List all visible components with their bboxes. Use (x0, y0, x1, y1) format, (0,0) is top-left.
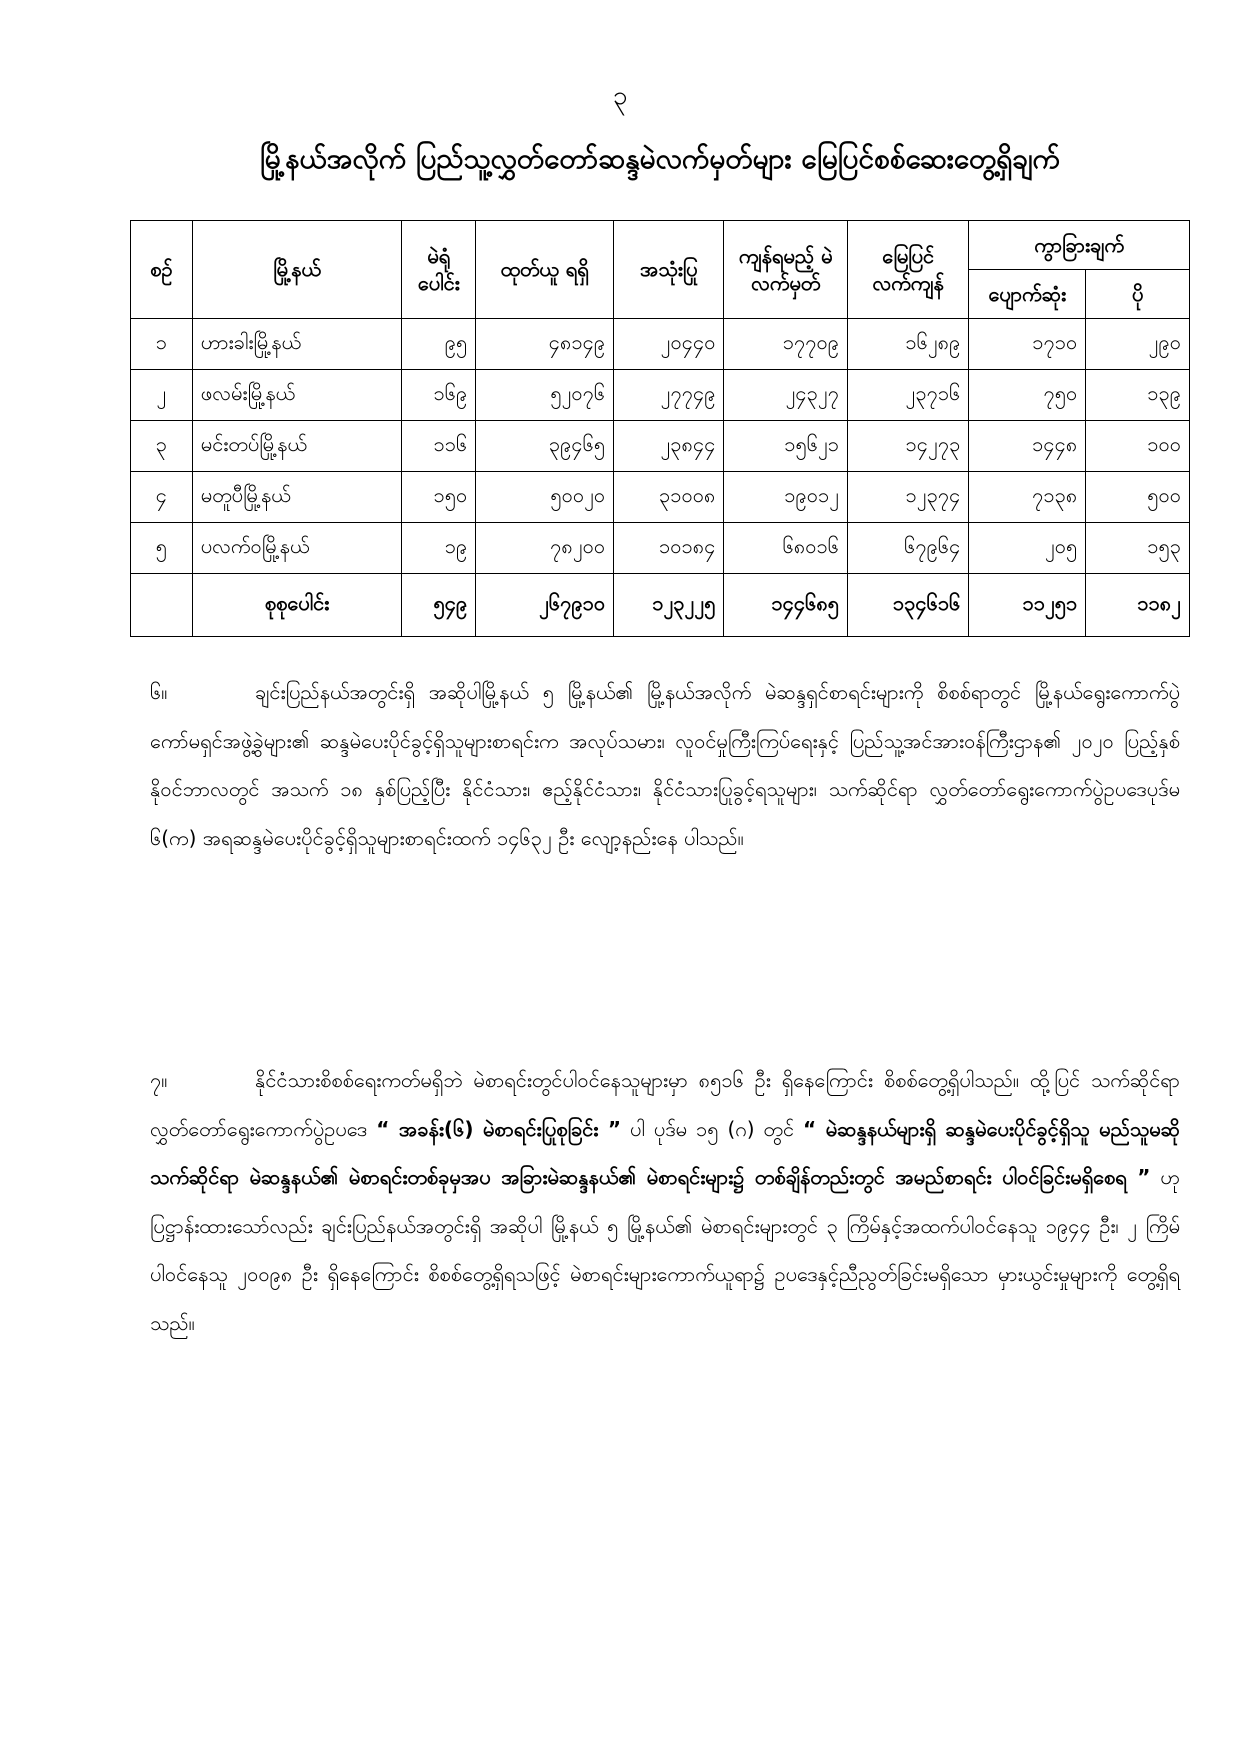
table-total-row (131, 574, 1190, 637)
cell-remaining: ၁၉၀၁၂ (724, 472, 848, 523)
cell-township: ဟားခါးမြို့နယ် (192, 319, 402, 370)
total-missing: ၁၁၂၅၁ (969, 574, 1086, 637)
cell-used: ၃၁၀၀၈ (614, 472, 724, 523)
cell-index-empty (131, 574, 193, 637)
cell-used: ၂၃၈၄၄ (614, 421, 724, 472)
cell-stations: ၁၉ (402, 523, 476, 574)
cell-township: ပလက်ဝမြို့နယ် (192, 523, 402, 574)
cell-field-remaining: ၁၆၂၈၉ (848, 319, 969, 370)
cell-excess: ၁၃၉ (1086, 370, 1190, 421)
cell-excess: ၅၀၀ (1086, 472, 1190, 523)
cell-index: ၁ (131, 319, 193, 370)
paragraph-7-text-b: ပါ ပုဒ်မ ၁၅ (ဂ) တွင် (630, 1116, 795, 1141)
cell-township: မင်းတပ်မြို့နယ် (192, 421, 402, 472)
header-excess: ပို (1086, 270, 1190, 319)
paragraph-6-text: ချင်းပြည်နယ်အတွင်းရှိ အဆိုပါမြို့နယ် ၅ မြို့နယ်၏ မြို့နယ်အလိုက် မဲဆန္ဒရှင်စာရင်းများကို စိစစ်ရာတွင် မြို့နယ်ရွေးကောက်ပွဲကော်မရှင်အဖွဲ့ခွဲများ၏ ဆန္ဒမဲပေးပိုင်ခွင့်ရှိသူများစာရင်းက အလုပ်သမား၊ လူဝင်မှုကြီးကြပ်ရေးနှင့် ပြည်သူ့အင်အားဝန်ကြီးဌာန၏ ၂၀၂၀ ပြည့်နှစ် နိုဝင်ဘာလတွင် အသက် ၁၈ နှစ်ပြည့်ပြီး နိုင်ငံသား၊ ဧည့်နိုင်ငံသား၊ နိုင်ငံသားပြုခွင့်ရသူများ၊ သက်ဆိုင်ရာ လွှတ်တော်ရွေးကောက်ပွဲဥပဒေပုဒ်မ ၆(က) အရဆန္ဒမဲပေးပိုင်ခွင့်ရှိသူများစာရင်းထက် ၁၄၆၃၂ ဦး လျော့နည်းနေ ပါသည်။ (150, 680, 1180, 850)
paragraph-6 (150, 668, 1180, 862)
cell-stations: ၁၆၉ (402, 370, 476, 421)
cell-remaining: ၆၈၀၁၆ (724, 523, 848, 574)
cell-missing: ၁၇၁၀ (969, 319, 1086, 370)
cell-stations: ၁၁၆ (402, 421, 476, 472)
cell-excess: ၁၀၀ (1086, 421, 1190, 472)
paragraph-7-text-c: ဟု ပြဋ္ဌာန်းထားသော်လည်း ချင်းပြည်နယ်အတွင်းရှိ အဆိုပါ မြို့နယ် ၅ မြို့နယ်၏ မဲစာရင်းများတွင် ၃ ကြိမ်နှင့်အထက်ပါဝင်နေသူ ၁၉၄၄ ဦး၊ ၂ ကြိမ်ပါဝင်နေသူ ၂၀၀၉၈ ဦး ရှိနေကြောင်း စိစစ်တွေ့ရှိရသဖြင့် မဲစာရင်းများကောက်ယူရာ၌ ဥပဒေနှင့်ညီညွတ်ခြင်းမရှိသော မှားယွင်းမှုများကို တွေ့ရှိရသည်။ (150, 1165, 1180, 1335)
cell-field-remaining: ၂၃၇၁၆ (848, 370, 969, 421)
paragraph-6-number: ၆။ (150, 680, 168, 704)
document-title: မြို့နယ်အလိုက် ပြည်သူ့လွှတ်တော်ဆန္ဒမဲလက်မှတ်များ မြေပြင်စစ်ဆေးတွေ့ရှိချက် (260, 142, 1060, 175)
ballot-summary-table (130, 220, 1190, 637)
cell-missing: ၇၁၃၈ (969, 472, 1086, 523)
paragraph-7-text-a: နိုင်ငံသားစိစစ်ရေးကတ်မရှိဘဲ မဲစာရင်းတွင်ပါဝင်နေသူများမှာ ၈၅၁၆ ဦး ရှိနေကြောင်း စိစစ်တွေ့ရှိပါသည်။ ထို့ပြင် သက်ဆိုင်ရာ လွှတ်တော်ရွေးကောက်ပွဲဥပဒေ (150, 1068, 1180, 1141)
cell-index: ၂ (131, 370, 193, 421)
cell-index: ၄ (131, 472, 193, 523)
cell-township: မတူပီမြို့နယ် (192, 472, 402, 523)
cell-excess: ၁၅၃ (1086, 523, 1190, 574)
header-field-remaining: မြေပြင် လက်ကျန် (848, 221, 969, 319)
paragraph-7-quote-chapter: “ အခန်း(၆) မဲစာရင်းပြုစုခြင်း ” (376, 1116, 622, 1141)
cell-field-remaining: ၆၇၉၆၄ (848, 523, 969, 574)
cell-index: ၅ (131, 523, 193, 574)
table-row (131, 421, 1190, 472)
cell-field-remaining: ၁၄၂၇၃ (848, 421, 969, 472)
paragraph-7-quote-law: “ မဲဆန္ဒနယ်များရှိ ဆန္ဒမဲပေးပိုင်ခွင့်ရှိသူ မည်သူမဆို သက်ဆိုင်ရာ မဲဆန္ဒနယ်၏ မဲစာရင်းတစ်ခုမှအပ အခြားမဲဆန္ဒနယ်၏ မဲစာရင်းများ၌ တစ်ချိန်တည်းတွင် အမည်စာရင်း ပါဝင်ခြင်းမရှိစေရ ” (150, 1116, 1181, 1189)
cell-issued: ၇၈၂၀၀ (476, 523, 614, 574)
cell-stations: ၁၅၀ (402, 472, 476, 523)
total-issued: ၂၆၇၉၁၀ (476, 574, 614, 637)
paragraph-7-number: ၇။ (150, 1068, 168, 1092)
header-used: အသုံးပြု (614, 221, 724, 319)
cell-issued: ၄၈၁၄၉ (476, 319, 614, 370)
header-difference: ကွာခြားချက် (969, 221, 1190, 270)
cell-township: ဖလမ်းမြို့နယ် (192, 370, 402, 421)
table-row (131, 370, 1190, 421)
cell-stations: ၉၅ (402, 319, 476, 370)
total-field-remaining: ၁၃၄၆၁၆ (848, 574, 969, 637)
header-issued: ထုတ်ယူ ရရှိ (476, 221, 614, 319)
total-stations: ၅၄၉ (402, 574, 476, 637)
cell-field-remaining: ၁၂၃၇၄ (848, 472, 969, 523)
cell-remaining: ၁၇၇၀၉ (724, 319, 848, 370)
cell-missing: ၂၀၅ (969, 523, 1086, 574)
header-remaining: ကျန်ရမည့် မဲလက်မှတ် (724, 221, 848, 319)
cell-remaining: ၂၄၃၂၇ (724, 370, 848, 421)
total-used: ၁၂၃၂၂၅ (614, 574, 724, 637)
total-remaining: ၁၄၄၆၈၅ (724, 574, 848, 637)
cell-remaining: ၁၅၆၂၁ (724, 421, 848, 472)
paragraph-7 (150, 1056, 1180, 1347)
header-index: စဉ် (131, 221, 193, 319)
cell-excess: ၂၉၀ (1086, 319, 1190, 370)
table-row (131, 472, 1190, 523)
cell-used: ၁၀၁၈၄ (614, 523, 724, 574)
cell-used: ၂၀၄၄၀ (614, 319, 724, 370)
total-excess: ၁၁၈၂ (1086, 574, 1190, 637)
total-label: စုစုပေါင်း (192, 574, 402, 637)
cell-issued: ၅၀၀၂၀ (476, 472, 614, 523)
header-stations: မဲရုံ ပေါင်း (402, 221, 476, 319)
page-number: ၃ (612, 81, 628, 111)
table-row (131, 523, 1190, 574)
table-row (131, 319, 1190, 370)
cell-issued: ၅၂၀၇၆ (476, 370, 614, 421)
table-header-row (131, 221, 1190, 270)
cell-index: ၃ (131, 421, 193, 472)
cell-issued: ၃၉၄၆၅ (476, 421, 614, 472)
cell-used: ၂၇၇၄၉ (614, 370, 724, 421)
header-missing: ပျောက်ဆုံး (969, 270, 1086, 319)
cell-missing: ၇၅၀ (969, 370, 1086, 421)
header-township: မြို့နယ် (192, 221, 402, 319)
cell-missing: ၁၄၄၈ (969, 421, 1086, 472)
